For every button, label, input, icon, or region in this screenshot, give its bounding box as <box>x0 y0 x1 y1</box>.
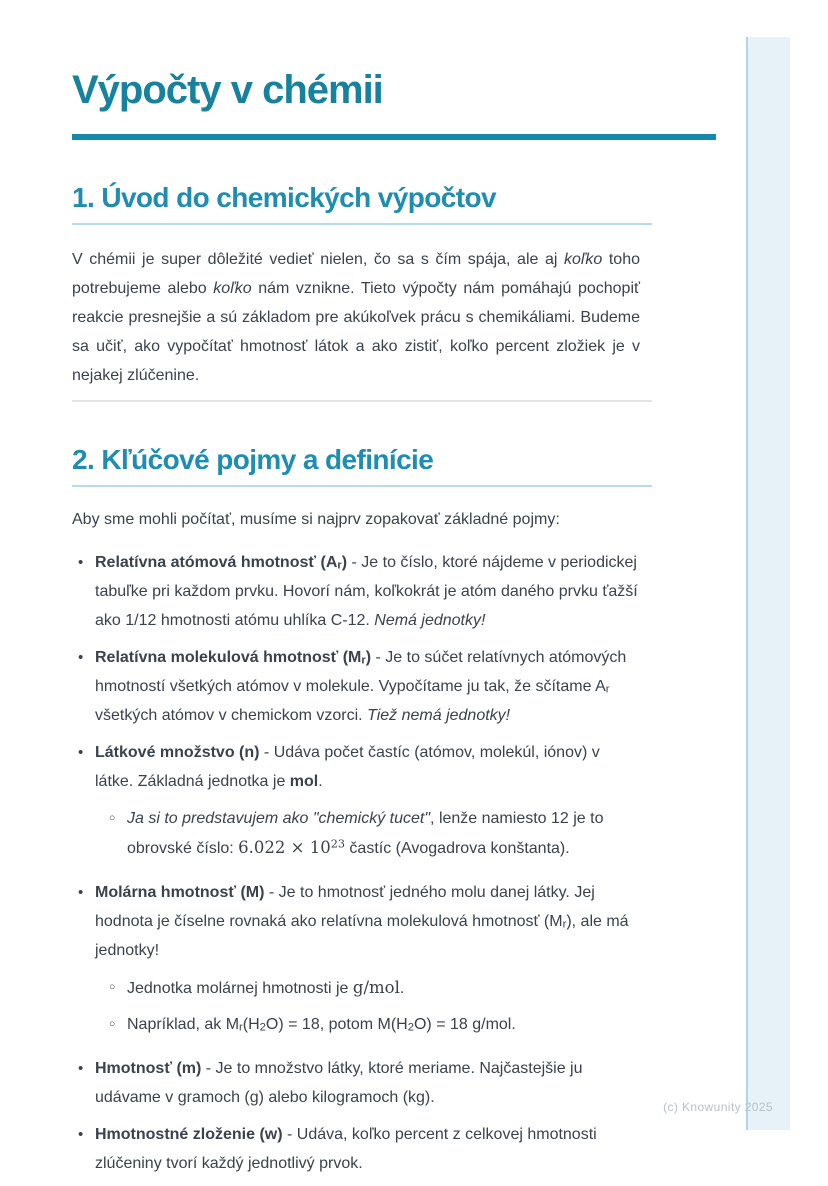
term-bold: Molárna hmotnosť (M) <box>95 884 265 902</box>
subscript: 2 <box>407 1021 414 1034</box>
bold-run: mol <box>289 773 319 791</box>
term-bold: Hmotnostné zloženie (w) <box>95 1126 283 1144</box>
superscript: 23 <box>330 837 345 851</box>
sub-list <box>95 804 640 863</box>
list-item-text <box>95 878 640 1046</box>
section-1-heading-underline <box>72 223 652 225</box>
subscript: r <box>562 918 567 931</box>
sub-list <box>95 973 640 1039</box>
text-run: - Udáva, koľko percent z celkovej hmotnosti zlúčeniny tvorí každý jednotlivý prvok. <box>95 1126 597 1173</box>
term-bold: Relatívna molekulová hmotnosť (M <box>95 649 362 667</box>
list-item-latkove-mnozstvo <box>72 738 657 870</box>
text-run: Napríklad, ak M <box>127 1016 240 1034</box>
text-run: . <box>318 773 323 791</box>
list-item-relativna-atomova-hmotnost <box>72 548 657 635</box>
list-item-text <box>95 1120 640 1178</box>
title-rule <box>72 134 716 140</box>
math-base: 6.022 × 10 <box>238 838 331 858</box>
math-unit: g/mol <box>352 978 400 998</box>
subscript: r <box>337 559 342 572</box>
text-run: - Udáva počet častíc (atómov, molekúl, iónov) v látke. Základná jednotka je <box>95 744 600 791</box>
sub-bullet-icon: ○ <box>109 812 116 825</box>
sub-list-item-text <box>127 804 627 863</box>
sub-list-item-text <box>127 1010 627 1039</box>
list-item-relativna-molekulova-hmotnost <box>72 643 657 730</box>
text-run: - Je to množstvo látky, ktoré meriame. Najčastejšie ju udávame v gramoch (g) alebo kilogramoch (kg). <box>95 1060 583 1107</box>
text-run: V chémii je super dôležité vedieť nielen, čo sa s čím spája, ale aj <box>72 251 564 269</box>
bullet-icon: • <box>78 744 84 762</box>
right-edge-stripe <box>746 37 790 1130</box>
bullet-icon: • <box>78 649 84 667</box>
italic-note: Tiež nemá jednotky! <box>367 707 511 725</box>
text-run: všetkých atómov v chemickom vzorci. <box>95 707 368 725</box>
text-run: , lenže namiesto 12 je to obrovské číslo: <box>127 810 604 858</box>
term-bold: Látkové množstvo (n) <box>95 744 260 762</box>
page-title: Výpočty v chémii <box>72 68 383 112</box>
text-run: Jednotka molárnej hmotnosti je <box>127 980 353 998</box>
term-bold: ) <box>341 554 348 572</box>
italic-run: koľko <box>213 280 252 298</box>
text-run: ), ale má jednotky! <box>95 913 629 960</box>
subscript: r <box>605 683 610 696</box>
math-expression <box>238 838 345 857</box>
section-2-heading: 2. Kľúčové pojmy a definície <box>72 444 434 476</box>
list-item-hmotnost <box>72 1054 657 1112</box>
text-run: - Je to číslo, ktoré nájdeme v periodickej tabuľke pri každom prvku. Hovorí nám, koľkokrát je atóm daného prvku ťažší ako 1/12 hmotnosti atómu uhlíka C-12. <box>95 554 638 630</box>
text-run: - Je to súčet relatívnych atómových hmotností všetkých atómov v molekule. Vypočítame ju tak, že sčítame A <box>95 649 627 696</box>
sub-list-item <box>109 804 640 863</box>
text-run: nám vznikne. Tieto výpočty nám pomáhajú pochopiť reakcie presnejšie a sú základom pre akúkoľvek prácu s chemikáliami. Budeme sa učiť, ako vypočítať hmotnosť látok a ako zistiť, koľko percent zložiek je v nejakej zlúčenine. <box>72 280 640 385</box>
list-item-text <box>95 548 640 635</box>
list-item-text <box>95 643 640 730</box>
list-item-hmotnostne-zlozenie <box>72 1120 657 1178</box>
term-bold: Hmotnosť (m) <box>95 1060 202 1078</box>
section-1-heading: 1. Úvod do chemických výpočtov <box>72 182 496 213</box>
bullet-icon: • <box>78 884 84 902</box>
section-2-heading-underline <box>72 485 652 487</box>
term-list <box>72 548 657 1178</box>
bullet-icon: • <box>78 554 84 572</box>
term-bold: Relatívna atómová hmotnosť (A <box>95 554 338 572</box>
sub-list-item <box>109 973 640 1003</box>
section-1 <box>72 182 657 390</box>
sub-bullet-icon: ○ <box>109 981 116 994</box>
section-divider <box>72 400 652 402</box>
copyright: (c) Knowunity 2025 <box>663 1100 773 1114</box>
italic-run: Ja si to predstavujem ako "chemický tucet" <box>127 810 431 828</box>
sub-bullet-icon: ○ <box>109 1018 116 1031</box>
section-2-intro: Aby sme mohli počítať, musíme si najprv zopakovať základné pojmy: <box>72 511 560 529</box>
bullet-icon: • <box>78 1126 84 1144</box>
list-item-runs <box>95 878 640 965</box>
text-run: (H <box>242 1016 260 1034</box>
text-run: toho potrebujeme alebo <box>72 251 640 298</box>
section-1-paragraph <box>72 245 640 390</box>
italic-run: koľko <box>563 251 603 269</box>
italic-note: Nemá jednotky! <box>374 612 486 630</box>
section-2 <box>72 444 657 1178</box>
sub-list-item-text <box>127 973 627 1003</box>
list-item-runs <box>95 738 640 796</box>
term-bold: ) <box>365 649 372 667</box>
text-run: O) = 18 g/mol. <box>413 1016 516 1034</box>
text-run: O) = 18, potom M(H <box>265 1016 408 1034</box>
list-item-text <box>95 738 640 870</box>
sub-list-item <box>109 1010 640 1039</box>
text-run: častíc (Avogadrova konštanta). <box>344 840 570 858</box>
subscript: 2 <box>259 1021 266 1034</box>
text-run: - Je to hmotnosť jedného molu danej látky. Jej hodnota je číselne rovnaká ako relatívna molekulová hmotnosť (M <box>95 884 595 931</box>
subscript: r <box>239 1021 243 1034</box>
document-content <box>72 70 657 1186</box>
text-run: . <box>399 980 405 998</box>
list-item-text <box>95 1054 640 1112</box>
subscript: r <box>361 654 366 667</box>
list-item-molarna-hmotnost <box>72 878 657 1046</box>
bullet-icon: • <box>78 1060 84 1078</box>
